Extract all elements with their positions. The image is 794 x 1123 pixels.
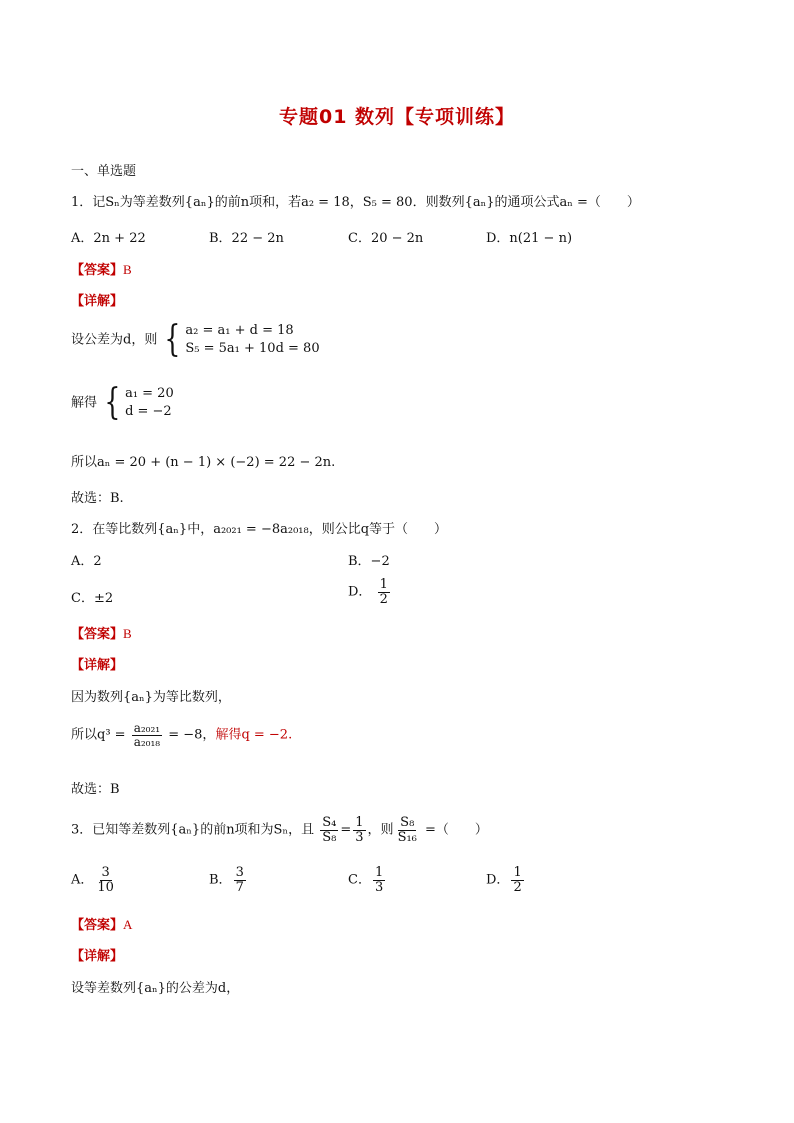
fraction: $\frac{1}{2}$ (513, 865, 522, 895)
fraction: $\frac{1}{3}$ (355, 815, 364, 845)
q1-solution-system (71, 319, 320, 360)
q1-option-a: A．2n + 22 (71, 231, 146, 246)
q2-option-d: D． $\frac{1}{2}$ (348, 577, 388, 607)
fraction: $\frac{\text{S₈}}{\text{S₁₆}}$ (397, 815, 417, 845)
q3-answer (71, 914, 132, 933)
q2-conclusion: 故选：B (71, 782, 120, 797)
q3-option-b: B． $\frac{3}{7}$ (209, 865, 244, 895)
fraction: $\frac{\text{a₂₀₂₁}}{\text{a₂₀₁₈}}$ (133, 721, 161, 749)
fraction: $\frac{\text{S₄}}{\text{S₈}}$ (322, 815, 337, 845)
q3-solution-line-1: 设等差数列{aₙ}的公差为d， (71, 981, 240, 996)
q1-equation-system (161, 319, 320, 360)
q1-conclusion: 故选：B. (71, 491, 124, 506)
q2-option-a: A．2 (71, 554, 102, 569)
q1-res-line-1: a₁ = 20 (125, 386, 174, 401)
section-heading: 一、单选题 (71, 164, 137, 179)
q3-option-a: A． $\frac{3}{10}$ (71, 865, 114, 895)
q1-eq-line-2: S₅ = 5a₁ + 10d = 80 (185, 341, 320, 356)
q3-answer-value: A (123, 917, 133, 932)
fraction: $\frac{3}{7}$ (235, 865, 244, 895)
q2-solution-line-1: 因为数列{aₙ}为等比数列， (71, 690, 231, 705)
q1-sol1-prefix: 设公差为d，则 (71, 332, 158, 348)
q2-option-b: B．−2 (348, 554, 390, 569)
q2-answer-value: B (123, 626, 132, 641)
brace-glyph: { (164, 319, 181, 360)
q1-res-line-2: d = −2 (125, 404, 172, 419)
q1-sol2-prefix: 解得 (71, 395, 98, 411)
q2-stem: 2．在等比数列{aₙ}中，a₂₀₂₁ = −8a₂₀₁₈，则公比q等于（ ） (71, 522, 448, 537)
q1-stem: 1．记Sₙ为等差数列{aₙ}的前n项和，若a₂ = 18，S₅ = 80．则数列{aₙ}的通项公式aₙ =（ ） (71, 195, 640, 210)
answer-label: 【答案】 (71, 627, 124, 642)
q1-result-system (101, 382, 174, 423)
q2-option-c: C．±2 (71, 591, 114, 606)
q3-stem: 3．已知等差数列{aₙ}的前n项和为Sₙ，且 $\frac{\text{S₄}}{\text{S₈}}$ = $\frac{1}{3}$ ，则 $\frac{\text{S₈}}{\text{S₁₆}}$ =（ ） (71, 815, 488, 845)
answer-label: 【答案】 (71, 918, 124, 933)
brace-glyph: { (104, 382, 121, 423)
fraction: $\frac{3}{10}$ (97, 865, 114, 895)
q1-answer (71, 259, 132, 278)
q1-option-b: B．22 − 2n (209, 231, 284, 246)
q3-detail-label: 【详解】 (71, 949, 124, 964)
fraction: $\frac{1}{3}$ (374, 865, 384, 895)
q2-answer (71, 623, 132, 642)
q1-general-term: 所以aₙ = 20 + (n − 1) × (−2) = 22 − 2n. (71, 455, 336, 470)
q1-option-d: D．n(21 − n) (486, 231, 573, 246)
q3-option-d: D． $\frac{1}{2}$ (486, 865, 522, 895)
answer-label: 【答案】 (71, 263, 124, 278)
q2-detail-label: 【详解】 (71, 658, 124, 673)
q1-option-c: C．20 − 2n (348, 231, 424, 246)
q1-solution-result (71, 382, 174, 423)
q1-detail-label: 【详解】 (71, 294, 124, 309)
q2-solution-line-2: 所以q³ = $\frac{\text{a₂₀₂₁}}{\text{a₂₀₁₈}}$ = −8，解得q = −2. (71, 721, 293, 749)
q1-answer-value: B (123, 262, 132, 277)
page-title: 专题01 数列【专项训练】 (278, 106, 516, 128)
fraction: $\frac{1}{2}$ (379, 577, 388, 607)
q1-eq-line-1: a₂ = a₁ + d = 18 (185, 323, 294, 338)
q2-solved-q: 解得q = −2. (215, 727, 293, 743)
q3-option-c: C． $\frac{1}{3}$ (348, 865, 384, 895)
